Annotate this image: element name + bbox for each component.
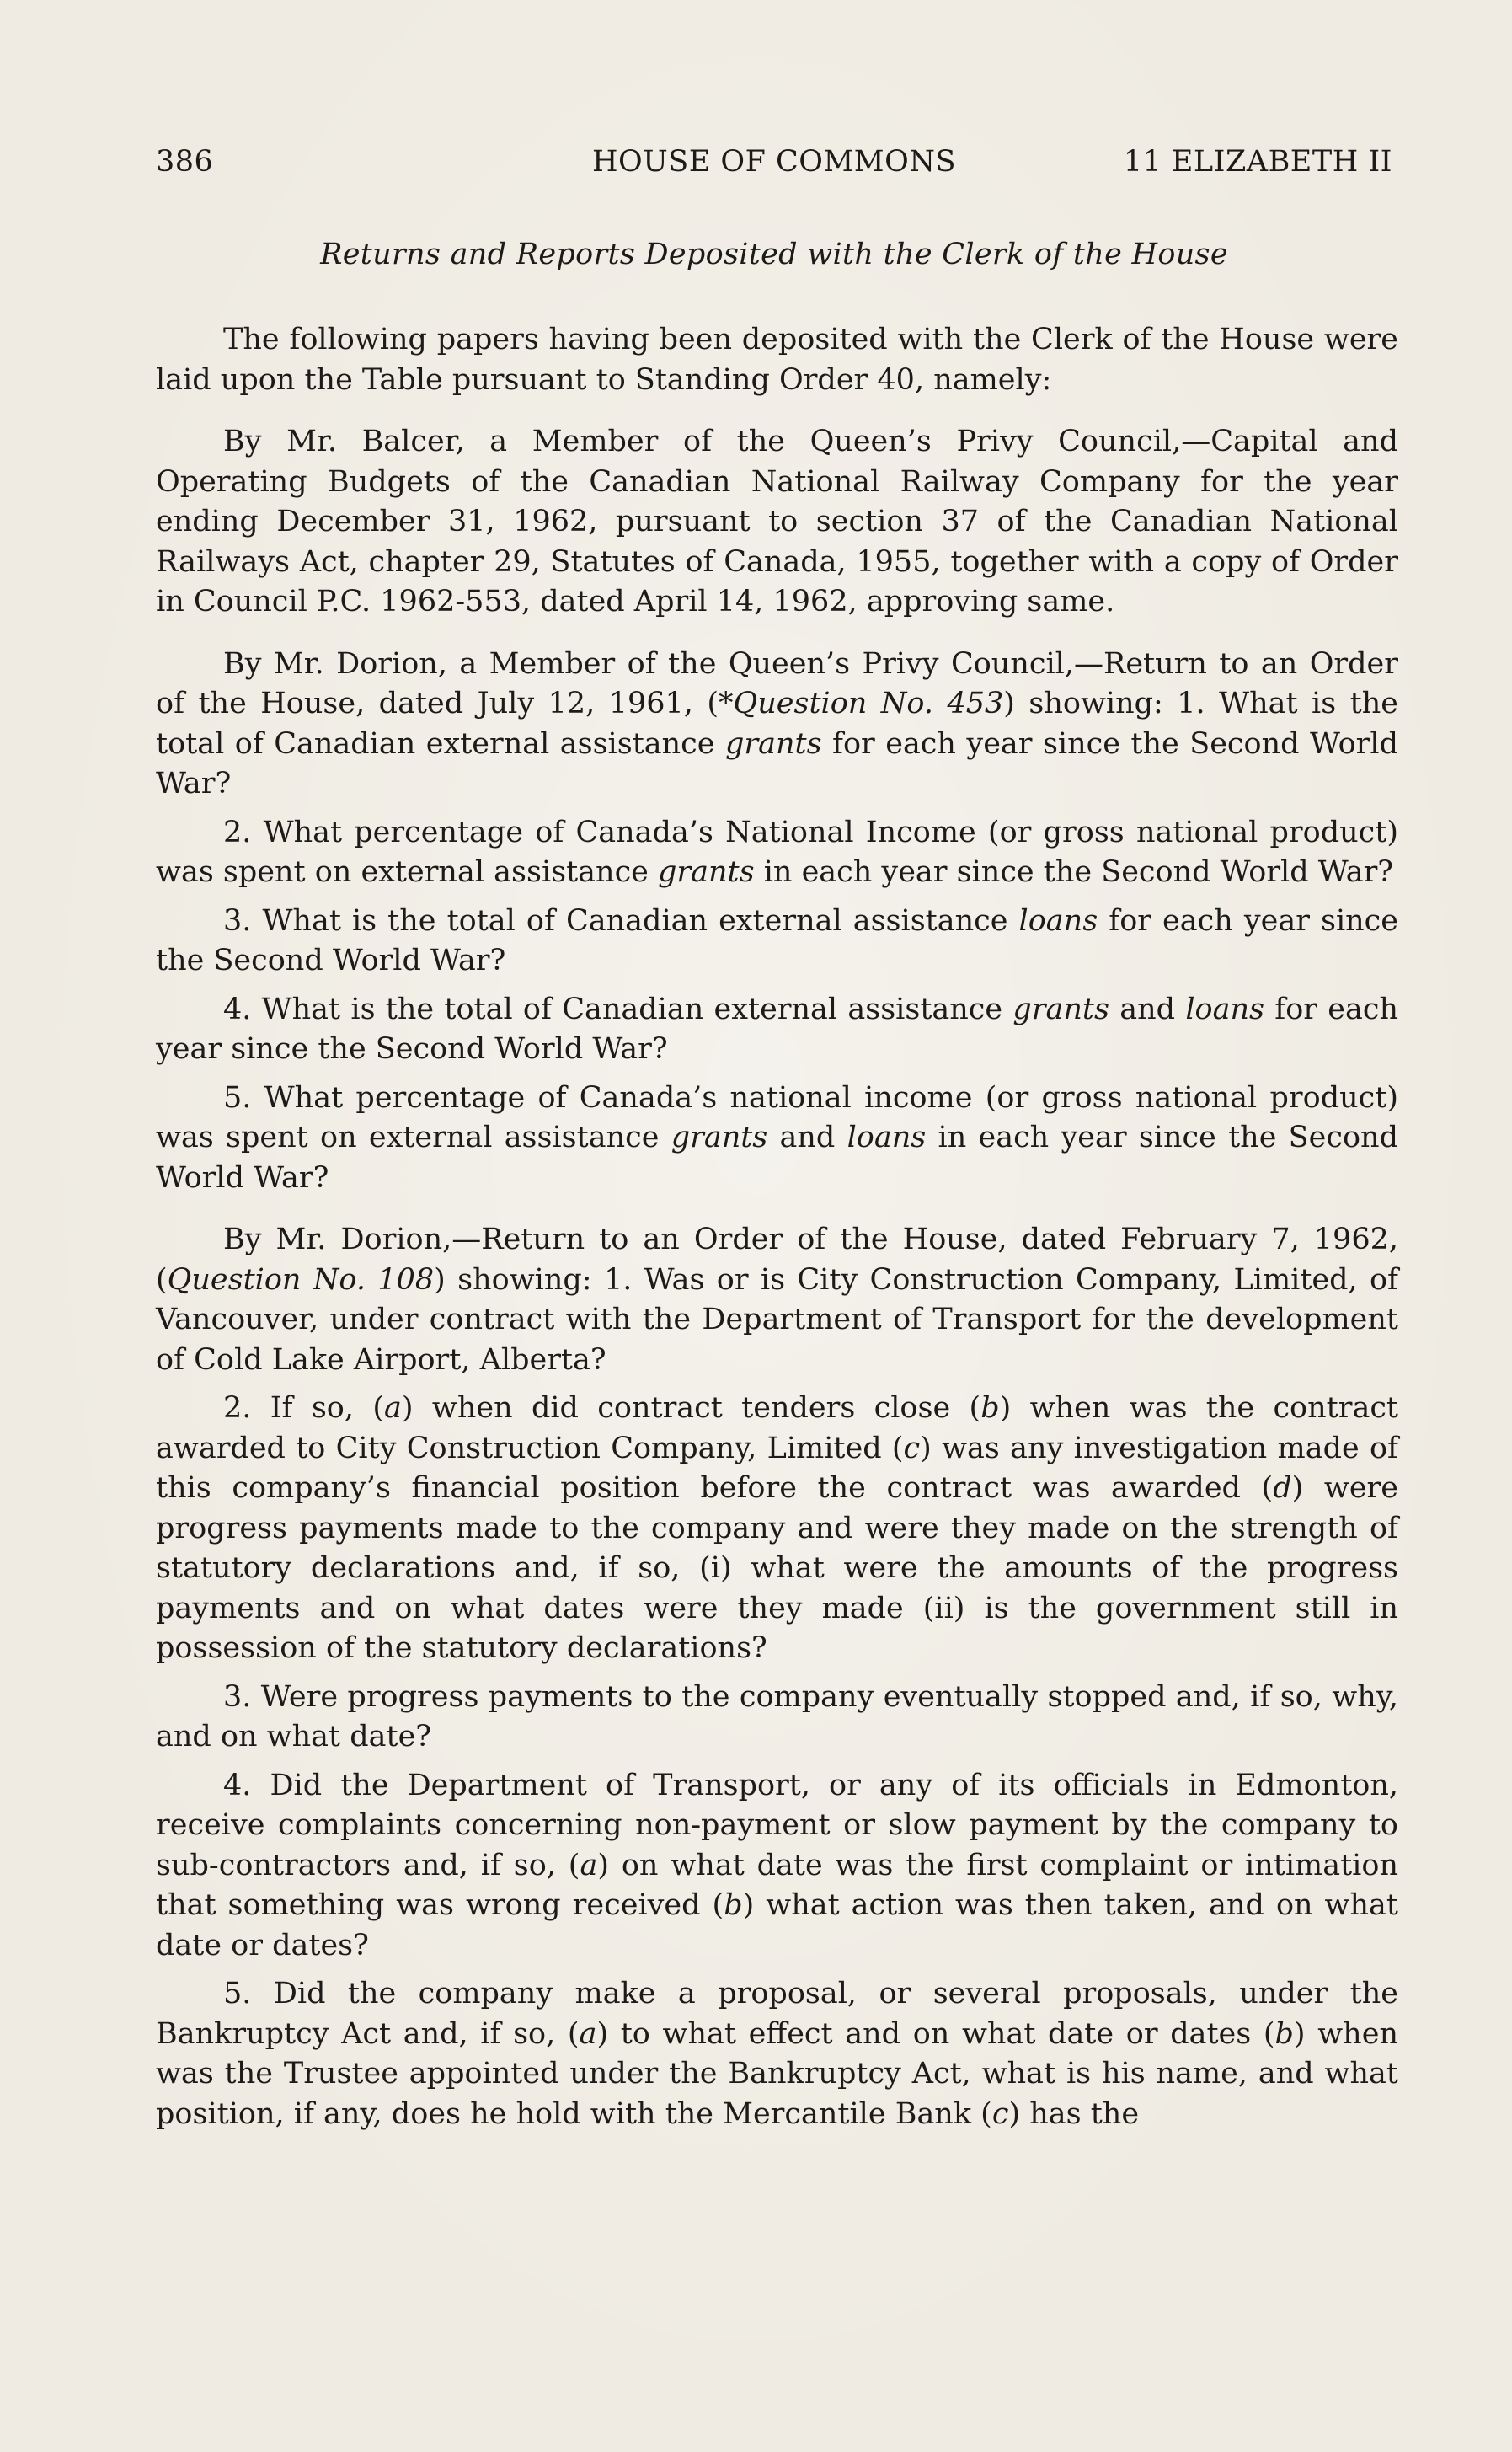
journal-title: HOUSE OF COMMONS [592, 145, 956, 179]
italic-text: grants [658, 855, 755, 889]
paragraph [156, 1974, 1398, 2134]
text-run: in each year since the Second World War? [156, 1121, 1398, 1195]
text-run: for each year since the Second World War? [156, 903, 1398, 977]
text-run: By Mr. Dorion,—Return to an Order of the House, dated February 7, 1962, ( [156, 1223, 1398, 1297]
paragraph [156, 1079, 1398, 1199]
text-run: ) when was the Trustee appointed under the Bankruptcy Act, what is his name, and what position, if any, does he hold with the Mercantile Bank ( [156, 2016, 1398, 2131]
italic-text: loans [1018, 903, 1098, 938]
italic-text: d [1273, 1471, 1292, 1505]
text-run: ) showing: 1. What is the total of Canadian external assistance [156, 687, 1398, 761]
italic-text: b [1274, 2016, 1294, 2051]
text-run: ) has the [1008, 2096, 1140, 2131]
italic-text: a [579, 2016, 597, 2051]
page-number: 386 [156, 145, 214, 179]
regnal-year: 11 ELIZABETH II [1123, 145, 1392, 179]
text-run: ) on what date was the first complaint or intimation that something was wrong received ( [156, 1848, 1398, 1922]
text-run: ) was any investigation made of this company’s financial position before the contract was awarded ( [156, 1431, 1398, 1505]
italic-text: grants [724, 726, 822, 761]
italic-text: b [724, 1888, 743, 1922]
body-text [156, 312, 1398, 2134]
text-run: 5. Did the company make a proposal, or several proposals, under the Bankruptcy Act and, if so, ( [156, 1977, 1398, 2051]
text-run: 5. What percentage of Canada’s national income (or gross national product) was spent on external assistance [156, 1080, 1398, 1154]
paragraph [156, 1766, 1398, 1967]
text-run: By Mr. Dorion, a Member of the Queen’s Privy Council,—Return to an Order of the House, dated July 12, 1961, ( [156, 646, 1398, 720]
text-run: and [1109, 992, 1186, 1026]
text-run: 3. What is the total of Canadian external assistance [223, 903, 1019, 938]
text-run: ) to what effect and on what date or dates ( [596, 2016, 1275, 2051]
paragraph [156, 422, 1398, 623]
paragraph [156, 320, 1398, 400]
text-run: for each year since the Second World War? [156, 992, 1398, 1066]
paragraph [156, 1678, 1398, 1758]
italic-text: *Question No. 453 [719, 687, 1004, 720]
text-run: ) what action was then taken, and on what date or dates? [156, 1888, 1398, 1962]
italic-text: grants [671, 1121, 768, 1154]
text-run: ) when did contract tenders close ( [401, 1391, 981, 1425]
text-run: 4. Did the Department of Transport, or any of its officials in Edmonton, receive complaints concerning non-payment or slow payment by the company to sub-contractors and, if so, ( [156, 1768, 1398, 1882]
text-run: for each year since the Second World War? [156, 726, 1398, 800]
italic-text: c [903, 1431, 921, 1465]
text-run: 2. If so, ( [223, 1391, 384, 1425]
text-run: 3. Were progress payments to the company eventually stopped and, if so, why, and on what date? [156, 1679, 1398, 1753]
text-run: By Mr. Balcer, a Member of the Queen’s Privy Council,—Capital and Operating Budgets of the Canadian National Railway Company for the year ending December 31, 1962, pursuant to section 37 of the Canadian National Railways Act, chapter 29, Statutes of Canada, 1955, together with a copy of Order in Council P.C. 1962-553, dated April 14, 1962, approving same. [156, 425, 1398, 618]
paragraph [156, 1389, 1398, 1669]
italic-text: grants [1012, 992, 1109, 1026]
text-run: in each year since the Second World War? [754, 855, 1394, 889]
text-run: ) when was the contract awarded to City Construction Company, Limited ( [156, 1391, 1398, 1465]
italic-text: loans [847, 1121, 927, 1154]
text-run: 2. What percentage of Canada’s National Income (or gross national product) was spent on external assistance [156, 815, 1398, 889]
page-header [156, 145, 1392, 187]
text-run: ) showing: 1. Was or is City Construction Company, Limited, of Vancouver, under contract with the Department of Transport for the development of Cold Lake Airport, Alberta? [156, 1262, 1398, 1377]
italic-text: a [580, 1848, 598, 1882]
text-run: and [767, 1121, 847, 1154]
paragraph [156, 990, 1398, 1070]
paragraph [156, 902, 1398, 982]
text-run: 4. What is the total of Canadian external assistance [223, 992, 1013, 1026]
text-run: The following papers having been deposited with the Clerk of the House were laid upon the Table pursuant to Standing Order 40, namely: [156, 323, 1398, 397]
paragraph [156, 645, 1398, 805]
italic-text: loans [1185, 992, 1264, 1026]
paragraph [156, 1220, 1398, 1380]
italic-text: c [991, 2096, 1009, 2131]
italic-text: a [384, 1391, 402, 1425]
paragraph [156, 813, 1398, 893]
text-run: ) were progress payments made to the company and were they made on the strength of statutory declarations and, if so, (i) what were the amounts of the progress payments and on what dates were they made (ii) is the government still in possession of the statutory declarations? [156, 1471, 1398, 1665]
italic-text: Question No. 108 [167, 1262, 435, 1297]
italic-text: b [980, 1391, 1000, 1425]
section-heading: Returns and Reports Deposited with the Clerk of the House [320, 238, 1228, 271]
